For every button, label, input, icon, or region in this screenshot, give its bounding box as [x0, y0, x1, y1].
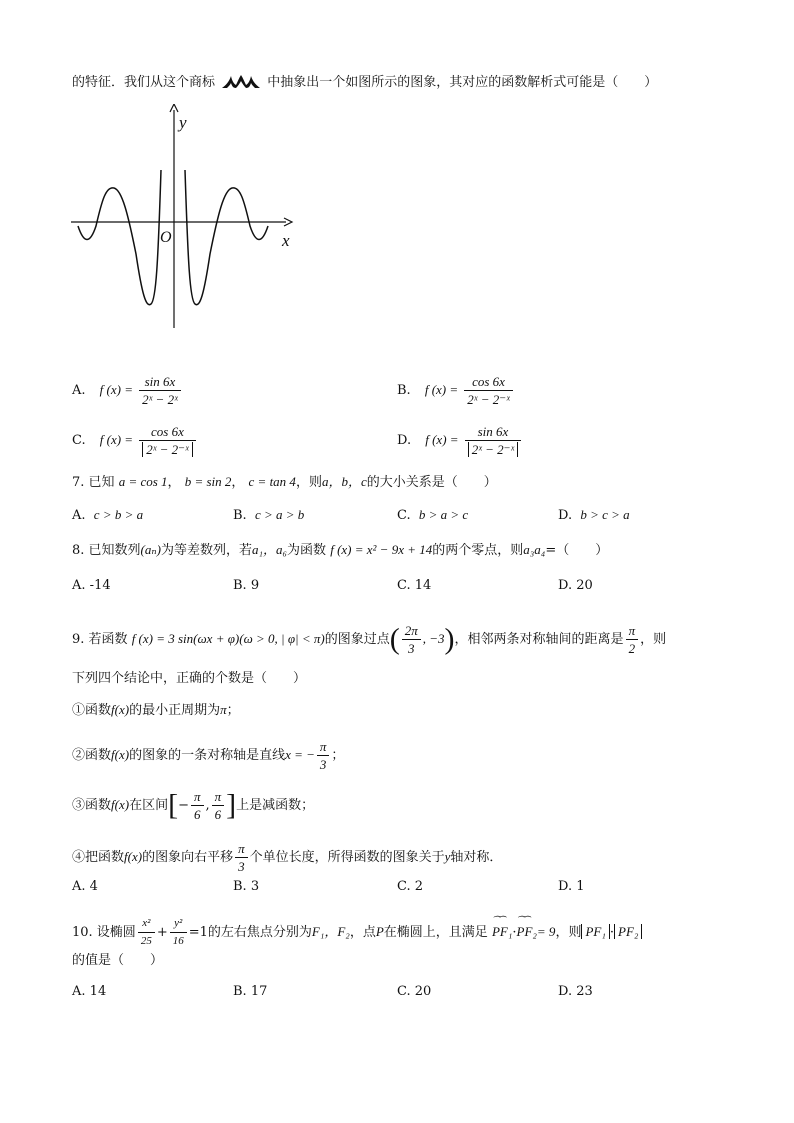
curve-right	[185, 170, 268, 305]
q6-option-a[interactable]: A. f (x) = $\frac{\sin 6x}{\text{2ˣ − 2ˣ}}$	[72, 373, 183, 408]
q8-stem: 8. 已知数列(aₙ)为等差数列，若a₁，a₆为函数 f (x) = x² − 9x + 14的两个零点，则a₃a₄=（ ）	[72, 542, 609, 558]
curve-left	[78, 170, 161, 305]
q6-d-fraction: $\frac{\sin 6x}{\text{2ˣ − 2⁻ˣ}}$	[465, 423, 521, 458]
q9-option-a[interactable]: A. 4	[72, 879, 98, 894]
q10-option-b[interactable]: B. 17	[233, 984, 268, 999]
q6-b-fraction: $\frac{\cos 6x}{\text{2ˣ − 2⁻ˣ}}$	[464, 373, 512, 408]
q9-option-c[interactable]: C. 2	[397, 879, 424, 894]
q8-option-d[interactable]: D. 20	[558, 578, 593, 593]
intro-text-after: 中抽象出一个如图所示的图象，其对应的函数解析式可能是（ ）	[267, 75, 658, 90]
origin-label: O	[160, 229, 172, 246]
q9-line2: 下列四个结论中，正确的个数是（ ）	[72, 671, 307, 686]
q9-statement-1: ①函数f(x)的最小正周期为π；	[72, 702, 240, 718]
q10-stem: 10. 设椭圆 $\frac{\text{x²}}{25}$ + $\frac{\text{y²}}{16}$ =1的左右焦点分别为F₁，F₂，点P在椭圆上，且满足 ⏜⏜ PF₁·⏜⏜ PF₂= 9，则 PF₁ · PF₂	[72, 915, 642, 950]
q9-statement-3: ③函数f(x)在区间[− $\frac{\pi}{6}$ , $\frac{\pi}{6}$ ]上是减函数；	[72, 788, 315, 822]
q10-option-c[interactable]: C. 20	[397, 984, 432, 999]
x-axis-label: x	[282, 231, 290, 250]
q8-option-c[interactable]: C. 14	[397, 578, 432, 593]
q7-stem: 7. 已知 a = cos 1， b = sin 2， c = tan 4，则a，b，c的大小关系是（ ）	[72, 474, 497, 490]
y-axis-label: y	[179, 113, 187, 132]
intro-text-before: 的特征．我们从这个商标	[72, 75, 216, 90]
q8-option-a[interactable]: A. -14	[72, 578, 111, 593]
q6-option-b[interactable]: B. f (x) = $\frac{\cos 6x}{\text{2ˣ − 2⁻ˣ}}$	[397, 373, 515, 408]
q6-option-c[interactable]: C. f (x) = $\frac{\cos 6x}{\text{2ˣ − 2⁻ˣ}}$	[72, 423, 198, 458]
q7-option-b[interactable]: B. c > a > b	[233, 507, 305, 523]
kappa-logo-icon	[221, 73, 261, 89]
q9-stem: 9. 若函数 f (x) = 3 sin(ωx + φ)(ω > 0, | φ| < π)的图象过点( $\frac{2\pi}{3}$ , −3)，相邻两条对称轴间的距离是 $\frac{\pi}{2}$ ，则	[72, 622, 667, 656]
q6-a-fraction: $\frac{\sin 6x}{\text{2ˣ − 2ˣ}}$	[139, 373, 181, 408]
intro-line	[72, 73, 657, 93]
q9-option-d[interactable]: D. 1	[558, 879, 585, 894]
q9-option-b[interactable]: B. 3	[233, 879, 260, 894]
q8-option-b[interactable]: B. 9	[233, 578, 260, 593]
q6-option-d[interactable]: D. f (x) = $\frac{\sin 6x}{\text{2ˣ − 2⁻ˣ}}$	[397, 423, 523, 458]
q9-statement-4: ④把函数f(x)的图象向右平移 $\frac{\pi}{3}$ 个单位长度，所得函数的图象关于y轴对称．	[72, 841, 503, 874]
q10-option-a[interactable]: A. 14	[72, 984, 107, 999]
q7-option-d[interactable]: D. b > c > a	[558, 507, 630, 523]
q9-statement-2: ②函数f(x)的图象的一条对称轴是直线x = − $\frac{\pi}{3}$ ；	[72, 739, 345, 772]
q7-option-c[interactable]: C. b > a > c	[397, 507, 469, 523]
q6-c-fraction: $\frac{\cos 6x}{\text{2ˣ − 2⁻ˣ}}$	[139, 423, 195, 458]
q10-option-d[interactable]: D. 23	[558, 984, 593, 999]
q10-line2: 的值是（ ）	[72, 953, 164, 968]
function-graph	[66, 104, 306, 334]
q7-option-a[interactable]: A. c > b > a	[72, 507, 144, 523]
